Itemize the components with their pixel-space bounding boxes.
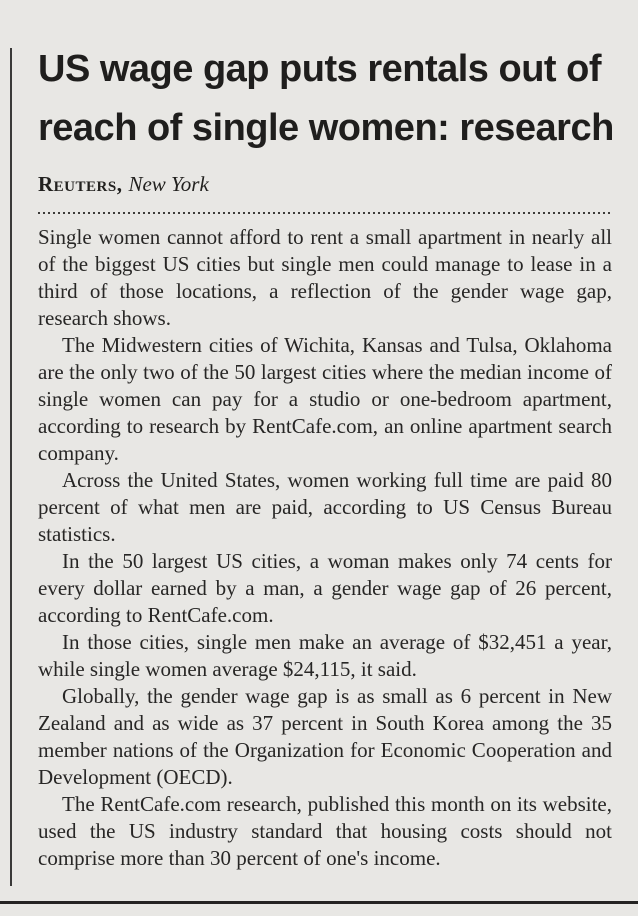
headline-line-1: US wage gap puts rentals out of <box>38 48 601 90</box>
paragraph: Globally, the gender wage gap is as small as 6 percent in New Zealand and as wide as 37 percent in South Korea among the 35 member nations of the Organization for Economic Cooperation and Development (OECD). <box>38 684 612 789</box>
article-body <box>38 224 612 872</box>
byline-location: New York <box>128 172 209 196</box>
bottom-page-rule <box>0 901 638 904</box>
paragraph: Single women cannot afford to rent a small apartment in nearly all of the biggest US cities but single men could manage to lease in a third of those locations, a reflection of the gender wage gap, research shows. <box>38 225 612 330</box>
headline <box>38 40 612 158</box>
headline-line-2: reach of single women: research <box>38 107 614 149</box>
byline-source: Reuters, <box>38 172 123 196</box>
dotted-separator <box>38 212 613 214</box>
paragraph: In those cities, single men make an average of $32,451 a year, while single women average $24,115, it said. <box>38 630 612 681</box>
paragraph: The RentCafe.com research, published this month on its website, used the US industry standard that housing costs should not comprise more than 30 percent of one's income. <box>38 792 612 870</box>
paragraph: In the 50 largest US cities, a woman makes only 74 cents for every dollar earned by a man, a gender wage gap of 26 percent, according to RentCafe.com. <box>38 549 612 627</box>
paragraph: Across the United States, women working full time are paid 80 percent of what men are paid, according to US Census Bureau statistics. <box>38 468 612 546</box>
paragraph: The Midwestern cities of Wichita, Kansas and Tulsa, Oklahoma are the only two of the 50 largest cities where the median income of single women can pay for a studio or one-bedroom apartment, according to research by RentCafe.com, an online apartment search company. <box>38 333 612 465</box>
byline <box>38 172 612 196</box>
